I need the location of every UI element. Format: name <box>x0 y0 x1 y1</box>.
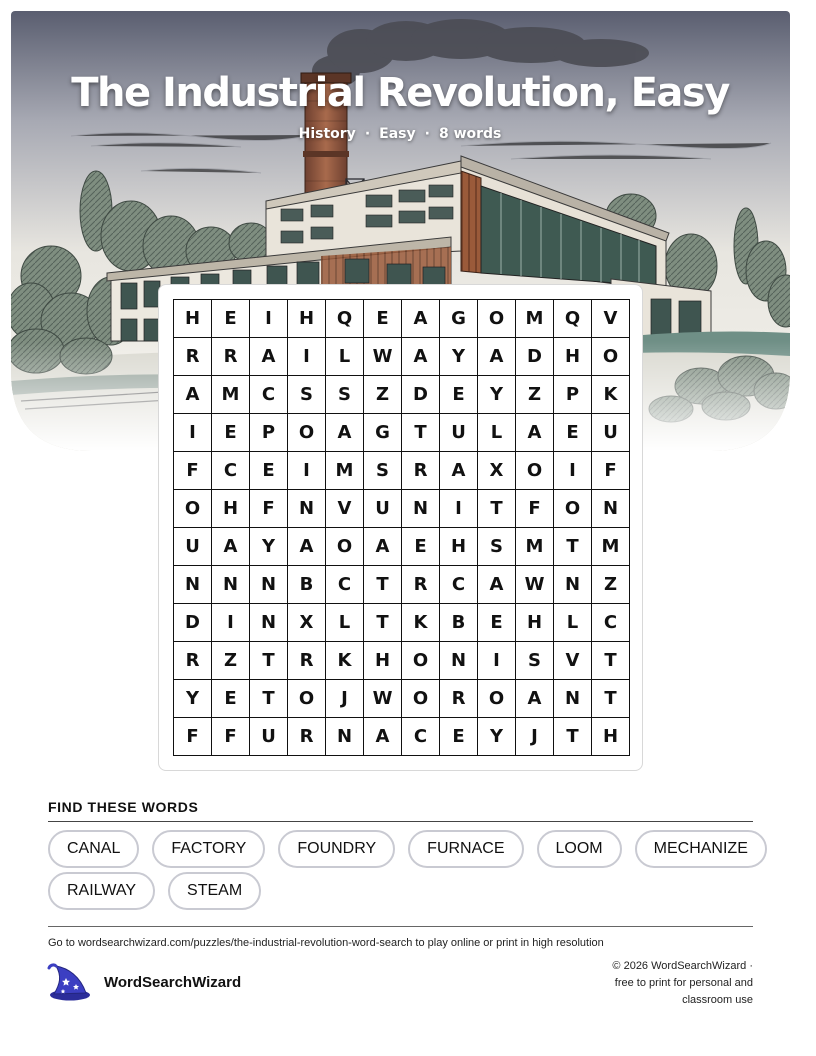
word-pill[interactable]: FACTORY <box>152 830 265 868</box>
grid-cell[interactable]: C <box>326 566 364 604</box>
category-label: History <box>298 126 356 142</box>
grid-cell[interactable]: S <box>364 452 402 490</box>
copyright-notice <box>553 958 753 1009</box>
grid-cell[interactable]: A <box>288 528 326 566</box>
grid-cell[interactable]: T <box>250 680 288 718</box>
grid-cell[interactable]: N <box>250 566 288 604</box>
grid-cell[interactable]: C <box>212 452 250 490</box>
grid-cell[interactable]: R <box>440 680 478 718</box>
grid-cell[interactable]: R <box>212 338 250 376</box>
grid-cell[interactable]: Z <box>516 376 554 414</box>
grid-cell[interactable]: Q <box>554 300 592 338</box>
grid-cell[interactable]: O <box>554 490 592 528</box>
grid-cell[interactable]: N <box>402 490 440 528</box>
grid-cell[interactable]: U <box>364 490 402 528</box>
grid-cell[interactable]: T <box>554 718 592 756</box>
grid-cell[interactable]: D <box>516 338 554 376</box>
grid-cell[interactable]: T <box>592 680 630 718</box>
grid-cell[interactable]: M <box>326 452 364 490</box>
grid-cell[interactable]: T <box>592 642 630 680</box>
word-pill[interactable]: LOOM <box>537 830 622 868</box>
grid-cell[interactable]: N <box>592 490 630 528</box>
grid-cell[interactable]: F <box>250 490 288 528</box>
grid-cell[interactable]: R <box>402 452 440 490</box>
grid-cell[interactable]: E <box>440 718 478 756</box>
divider <box>48 821 753 822</box>
grid-cell[interactable]: D <box>402 376 440 414</box>
grid-cell[interactable]: E <box>212 300 250 338</box>
grid-cell[interactable]: Y <box>174 680 212 718</box>
grid-cell[interactable]: H <box>364 642 402 680</box>
grid-cell[interactable]: M <box>592 528 630 566</box>
grid-cell[interactable]: E <box>212 414 250 452</box>
grid-cell[interactable]: A <box>516 414 554 452</box>
grid-cell[interactable]: N <box>440 642 478 680</box>
grid-cell[interactable]: A <box>516 680 554 718</box>
grid-cell[interactable]: V <box>554 642 592 680</box>
grid-cell[interactable]: K <box>326 642 364 680</box>
grid-cell[interactable]: A <box>364 528 402 566</box>
grid-cell[interactable]: F <box>174 718 212 756</box>
meta-separator: · <box>364 126 371 142</box>
word-pill[interactable]: CANAL <box>48 830 139 868</box>
grid-cell[interactable]: Q <box>326 300 364 338</box>
grid-cell[interactable]: N <box>174 566 212 604</box>
grid-cell[interactable]: R <box>288 642 326 680</box>
grid-cell[interactable]: I <box>250 300 288 338</box>
wizard-hat-icon <box>46 962 92 1002</box>
grid-cell[interactable]: P <box>250 414 288 452</box>
grid-cell[interactable]: O <box>402 680 440 718</box>
grid-cell[interactable]: O <box>288 414 326 452</box>
grid-cell[interactable]: A <box>478 338 516 376</box>
grid-cell[interactable]: L <box>478 414 516 452</box>
grid-cell[interactable]: T <box>478 490 516 528</box>
grid-cell[interactable]: H <box>592 718 630 756</box>
word-bank-heading: FIND THESE WORDS <box>48 799 199 815</box>
grid-cell[interactable]: I <box>212 604 250 642</box>
grid-cell[interactable]: S <box>288 376 326 414</box>
grid-cell[interactable]: R <box>402 566 440 604</box>
grid-cell[interactable]: X <box>288 604 326 642</box>
grid-cell[interactable]: N <box>554 680 592 718</box>
grid-cell[interactable]: N <box>326 718 364 756</box>
grid-cell[interactable]: B <box>288 566 326 604</box>
grid-cell[interactable]: C <box>402 718 440 756</box>
grid-cell[interactable]: H <box>288 300 326 338</box>
grid-cell[interactable]: E <box>250 452 288 490</box>
grid-cell[interactable]: F <box>592 452 630 490</box>
grid-cell[interactable]: K <box>592 376 630 414</box>
grid-cell[interactable]: U <box>174 528 212 566</box>
grid-cell[interactable]: A <box>212 528 250 566</box>
brand <box>46 962 241 1002</box>
grid-cell[interactable]: A <box>250 338 288 376</box>
grid-cell[interactable]: C <box>250 376 288 414</box>
grid-cell[interactable]: T <box>364 604 402 642</box>
grid-cell[interactable]: E <box>402 528 440 566</box>
letter-grid <box>173 299 630 756</box>
word-pill[interactable]: STEAM <box>168 872 261 910</box>
grid-cell[interactable]: D <box>174 604 212 642</box>
grid-cell[interactable]: F <box>212 718 250 756</box>
grid-cell[interactable]: U <box>440 414 478 452</box>
copyright-line: free to print for personal and <box>614 977 753 989</box>
grid-cell[interactable]: I <box>174 414 212 452</box>
grid-cell[interactable]: X <box>478 452 516 490</box>
grid-cell[interactable]: A <box>174 376 212 414</box>
grid-cell[interactable]: N <box>288 490 326 528</box>
grid-cell[interactable]: J <box>516 718 554 756</box>
grid-cell[interactable]: A <box>326 414 364 452</box>
word-count-label: 8 words <box>438 126 502 142</box>
puzzle-meta <box>0 126 800 142</box>
brand-name: WordSearchWizard <box>104 973 242 991</box>
grid-cell[interactable]: P <box>554 376 592 414</box>
grid-cell[interactable]: O <box>326 528 364 566</box>
grid-cell[interactable]: E <box>440 376 478 414</box>
difficulty-label: Easy <box>379 126 416 142</box>
grid-cell[interactable]: T <box>364 566 402 604</box>
grid-cell[interactable]: I <box>288 338 326 376</box>
grid-cell[interactable]: O <box>478 680 516 718</box>
grid-cell[interactable]: B <box>440 604 478 642</box>
grid-cell[interactable]: H <box>212 490 250 528</box>
puzzle-card <box>158 284 643 771</box>
grid-cell[interactable]: J <box>326 680 364 718</box>
grid-cell[interactable]: Y <box>440 338 478 376</box>
grid-cell[interactable]: S <box>478 528 516 566</box>
grid-cell[interactable]: S <box>516 642 554 680</box>
grid-cell[interactable]: R <box>174 642 212 680</box>
grid-cell[interactable]: O <box>288 680 326 718</box>
grid-cell[interactable]: A <box>440 452 478 490</box>
grid-cell[interactable]: A <box>402 338 440 376</box>
word-pill[interactable]: FOUNDRY <box>278 830 395 868</box>
word-pill[interactable]: MECHANIZE <box>635 830 767 868</box>
word-pill[interactable]: FURNACE <box>408 830 523 868</box>
grid-cell[interactable]: H <box>440 528 478 566</box>
grid-cell[interactable]: L <box>326 604 364 642</box>
grid-cell[interactable]: E <box>478 604 516 642</box>
grid-cell[interactable]: T <box>402 414 440 452</box>
grid-cell[interactable]: Y <box>250 528 288 566</box>
grid-cell[interactable]: L <box>554 604 592 642</box>
grid-cell[interactable]: O <box>402 642 440 680</box>
footer-url-text[interactable]: Go to wordsearchwizard.com/puzzles/the-industrial-revolution-word-search to play online or print in high resolution <box>48 937 604 949</box>
grid-cell[interactable]: L <box>326 338 364 376</box>
grid-cell[interactable]: H <box>174 300 212 338</box>
grid-cell[interactable]: Y <box>478 376 516 414</box>
grid-cell[interactable]: W <box>516 566 554 604</box>
meta-separator: · <box>424 126 430 142</box>
title-block <box>0 70 800 142</box>
grid-cell[interactable]: E <box>212 680 250 718</box>
grid-cell[interactable]: N <box>250 604 288 642</box>
grid-cell[interactable]: N <box>554 566 592 604</box>
grid-cell[interactable]: A <box>478 566 516 604</box>
grid-cell[interactable]: Y <box>478 718 516 756</box>
grid-cell[interactable]: A <box>402 300 440 338</box>
grid-cell[interactable]: I <box>478 642 516 680</box>
grid-cell[interactable]: M <box>516 300 554 338</box>
grid-cell[interactable]: M <box>212 376 250 414</box>
word-bank <box>48 830 768 910</box>
grid-cell[interactable]: S <box>326 376 364 414</box>
grid-cell[interactable]: V <box>326 490 364 528</box>
grid-cell[interactable]: E <box>364 300 402 338</box>
grid-cell[interactable]: C <box>592 604 630 642</box>
grid-cell[interactable]: R <box>174 338 212 376</box>
grid-cell[interactable]: O <box>516 452 554 490</box>
grid-cell[interactable]: O <box>174 490 212 528</box>
grid-cell[interactable]: O <box>478 300 516 338</box>
grid-cell[interactable]: I <box>440 490 478 528</box>
grid-cell[interactable]: K <box>402 604 440 642</box>
grid-cell[interactable]: H <box>554 338 592 376</box>
grid-cell[interactable]: N <box>212 566 250 604</box>
divider <box>48 926 753 927</box>
grid-cell[interactable]: Z <box>592 566 630 604</box>
grid-cell[interactable]: I <box>288 452 326 490</box>
grid-cell[interactable]: V <box>592 300 630 338</box>
grid-cell[interactable]: T <box>554 528 592 566</box>
grid-cell[interactable]: G <box>440 300 478 338</box>
grid-cell[interactable]: U <box>592 414 630 452</box>
copyright-line: classroom use <box>682 994 753 1006</box>
grid-cell[interactable]: H <box>516 604 554 642</box>
grid-cell[interactable]: F <box>174 452 212 490</box>
grid-cell[interactable]: I <box>554 452 592 490</box>
grid-cell[interactable]: E <box>554 414 592 452</box>
grid-cell[interactable]: C <box>440 566 478 604</box>
grid-cell[interactable]: W <box>364 338 402 376</box>
grid-cell[interactable]: T <box>250 642 288 680</box>
grid-cell[interactable]: G <box>364 414 402 452</box>
grid-cell[interactable]: W <box>364 680 402 718</box>
grid-cell[interactable]: U <box>250 718 288 756</box>
grid-cell[interactable]: O <box>592 338 630 376</box>
grid-cell[interactable]: F <box>516 490 554 528</box>
grid-cell[interactable]: Z <box>212 642 250 680</box>
grid-cell[interactable]: M <box>516 528 554 566</box>
grid-cell[interactable]: Z <box>364 376 402 414</box>
word-pill[interactable]: RAILWAY <box>48 872 155 910</box>
grid-cell[interactable]: R <box>288 718 326 756</box>
page-title: The Industrial Revolution, Easy <box>71 70 729 116</box>
grid-cell[interactable]: A <box>364 718 402 756</box>
copyright-line: © 2026 WordSearchWizard · <box>612 960 753 972</box>
